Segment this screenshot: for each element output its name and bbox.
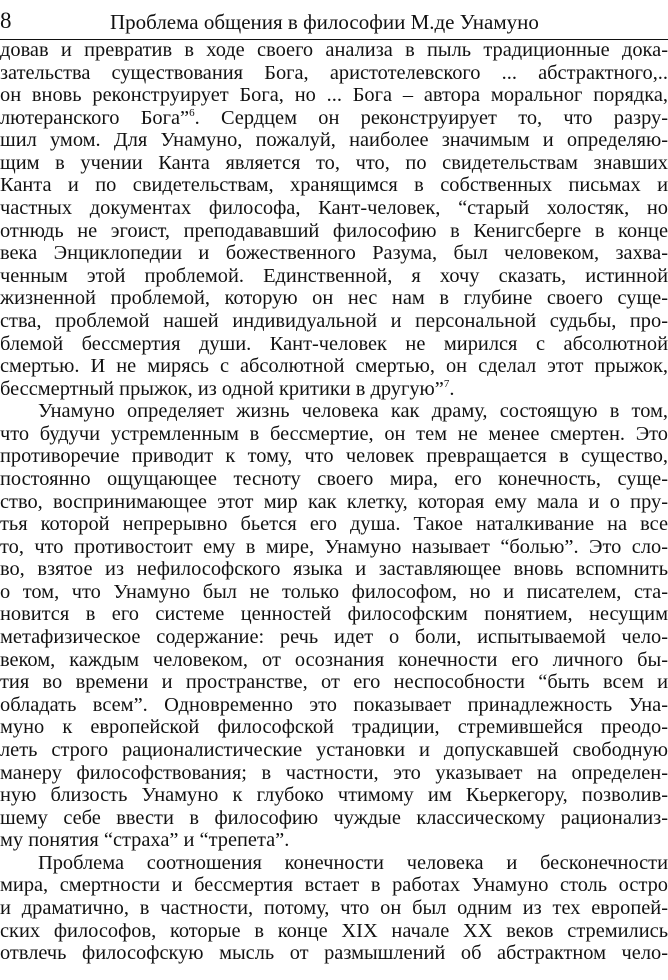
text-line: шему себе ввести в философию чуждые классическому рационализ-: [0, 806, 668, 829]
running-head: [0, 6, 668, 36]
text-line: веком, каждым человеком, от осознания конечности его личного бы-: [0, 648, 668, 671]
text-line: смертью. И не мирясь с абсолютной смертью, он сделал этот прыжок,: [0, 355, 668, 378]
text-fragment: бессмертный прыжок, из одной критики в другую”: [0, 377, 444, 400]
text-line: довав и превратив в ходе своего анализа в пыль традиционные дока-: [0, 39, 668, 61]
running-title: Проблема общения в философии М.де Унамуно: [110, 10, 539, 34]
text-line: ченным этой проблемой. Единственной, я хочу сказать, истинной: [0, 264, 668, 287]
text-line: что будучи устремленным в бессмертие, он тем не менее смертен. Это: [0, 422, 668, 445]
text-line-with-footnote: [0, 378, 668, 401]
text-line: му понятия “страха” и “трепета”.: [0, 829, 290, 852]
paragraph-2: [0, 400, 668, 852]
text-line: ских философов, которые в конце XIX начале XX веков стремились: [0, 919, 668, 942]
text-fragment: . Сердцем он реконструирует то, что разру-: [194, 106, 668, 129]
text-line: муно к европейской философской традиции, стремившейся преодо-: [0, 716, 668, 739]
text-fragment: .: [449, 377, 455, 400]
text-line: новится в его системе ценностей философским понятием, несущим: [0, 603, 668, 626]
text-line: шил умом. Для Унамуно, пожалуй, наиболее значимым и определяю-: [0, 129, 668, 152]
paragraph-3: [0, 852, 668, 965]
text-line: о том, что Унамуно был не только философом, но и писателем, ста-: [0, 580, 668, 603]
text-line: жизненной проблемой, которую он нес нам в глубине своего суще-: [0, 287, 668, 310]
text-line: Канта и по свидетельствам, хранящимся в собственных письмах и: [0, 174, 668, 197]
footnote-ref-6: 6: [189, 106, 195, 119]
text-line: Проблема соотношения конечности человека и бесконечности: [38, 851, 668, 874]
text-line: ство, воспринимающее этот мир как клетку, которая ему мала и о пру-: [0, 490, 668, 513]
text-line: блемой бессмертия души. Кант-человек не мирился с абсолютной: [0, 332, 668, 355]
text-line: постоянно ощущающее тесноту своего мира, его конечность, суще-: [0, 467, 668, 490]
body-text: [0, 39, 668, 965]
text-line: то, что противостоит ему в мире, Унамуно называет “болью”. Это сло-: [0, 535, 668, 558]
paragraph-1: [0, 39, 668, 400]
text-line: века Энциклопедии и божественного Разума, был человеком, захва-: [0, 242, 668, 265]
text-line: мира, смертности и бессмертия встает в работах Унамуно столь остро: [0, 874, 668, 897]
text-line: противоречие приводит к тому, что человек превращается в существо,: [0, 445, 668, 468]
text-line: щим в учении Канта является то, что, по свидетельствам знавших: [0, 151, 668, 174]
text-line: и драматично, в частности, потому, что он был одним из тех европей-: [0, 896, 668, 919]
text-line: отнюдь не эгоист, преподававший философию в Кенигсберге в конце: [0, 219, 668, 242]
text-line: частных документах философа, Кант-человек, “старый холостяк, но: [0, 197, 668, 220]
text-line: ную близость Унамуно к глубоко чтимому им Кьеркегору, позволив-: [0, 784, 668, 807]
text-line: Унамуно определяет жизнь человека как драму, состоящую в том,: [38, 400, 668, 423]
text-line: манеру философствования; в частности, это указывает на определен-: [0, 761, 668, 784]
text-line: ства, проблемой нашей индивидуальной и персональной судьбы, про-: [0, 309, 668, 332]
text-line: обладать всем”. Одновременно это показывает принадлежность Уна-: [0, 693, 668, 716]
text-line: метафизическое содержание: речь идет о боли, испытываемой чело-: [0, 626, 668, 649]
text-line: отвлечь философскую мысль от размышлений об абстрактном чело-: [0, 942, 668, 965]
text-fragment: лютеранского Бога”: [0, 106, 190, 129]
text-line: леть строго рационалистические установки и допускавшей свободную: [0, 738, 668, 761]
text-line: зательства существования Бога, аристотелевского ... абстрактного,..: [0, 61, 668, 84]
text-line-with-footnote: [0, 107, 668, 130]
page-number: 8: [0, 8, 12, 33]
text-line: тья которой непрерывно бьется его душа. Такое наталкивание на все: [0, 513, 668, 536]
text-line: тия во времени и пространстве, от его неспособности “быть всем и: [0, 671, 668, 694]
footnote-ref-7: 7: [443, 377, 450, 390]
text-line: во, взятое из нефилософского языка и заставляющее вновь вспомнить: [0, 558, 668, 581]
text-line: он вновь реконструирует Бога, но ... Бога – автора моральног порядка,: [0, 84, 668, 107]
